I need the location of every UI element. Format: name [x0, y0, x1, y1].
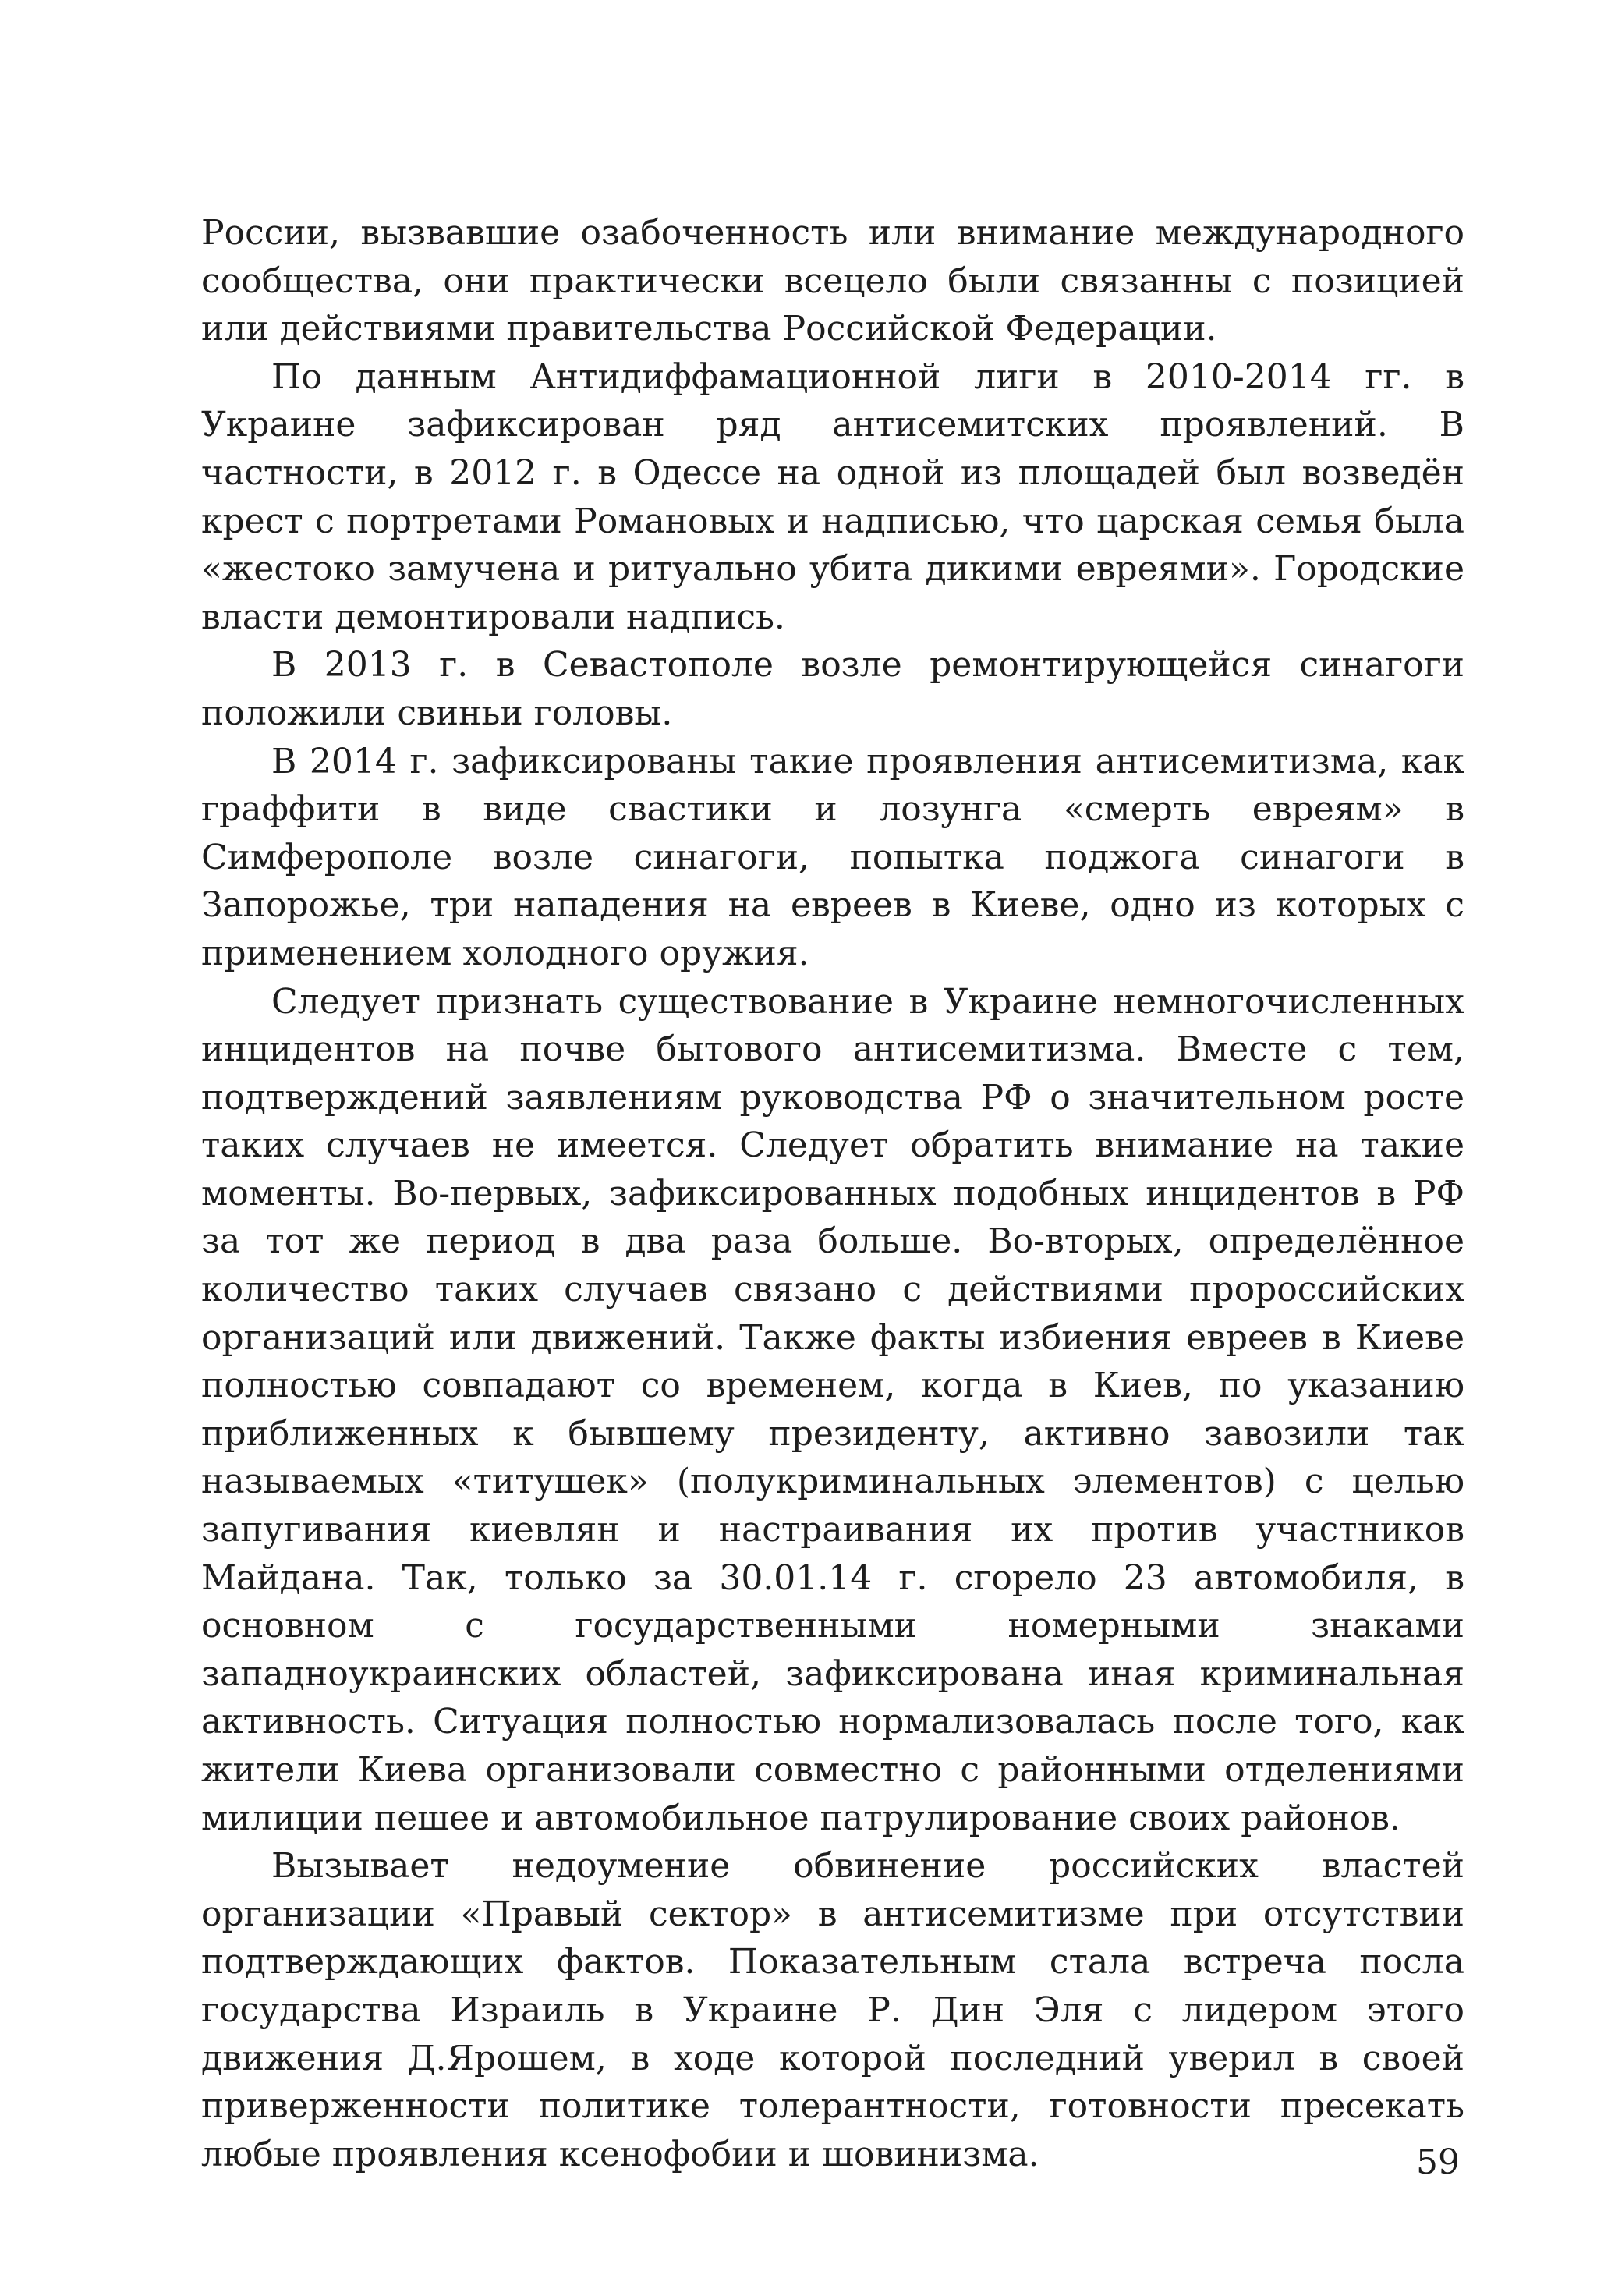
paragraph-2: По данным Антидиффамационной лиги в 2010-2014 гг. в Украине зафиксирован ряд антисемитских проявлений. В частности, в 2012 г. в Одессе на одной из площадей был возведён крест с портретами Романовых и надписью, что царская семья была «жестоко замучена и ритуально убита дикими евреями». Городские власти демонтировали надпись. — [201, 356, 1464, 637]
paragraph-6: Вызывает недоумение обвинение российских властей организации «Правый сектор» в антисемитизме при отсутствии подтверждающих фактов. Показательным стала встреча посла государства Израиль в Украине Р. Дин Эля с лидером этого движения Д.Ярошем, в ходе которой последний уверил в своей приверженности политике толерантности, готовности пресекать любые проявления ксенофобии и шовинизма. — [201, 1846, 1464, 2174]
paragraph-5: Следует признать существование в Украине немногочисленных инцидентов на почве бытового антисемитизма. Вместе с тем, подтверждений заявлениям руководства РФ о значительном росте таких случаев не имеется. Следует обратить внимание на такие моменты. Во-первых, зафиксированных подобных инцидентов в РФ за тот же период в два раза больше. Во-вторых, определённое количество таких случаев связано с действиями пророссийских организаций или движений. Также факты избиения евреев в Киеве полностью совпадают со временем, когда в Киев, по указанию приближенных к бывшему президенту, активно завозили так называемых «титушек» (полукриминальных элементов) с целью запугивания киевлян и настраивания их против участников Майдана. Так, только за 30.01.14 г. сгорело 23 автомобиля, в основном с государственными номерными знаками западноукраинских областей, зафиксирована иная криминальная активность. Ситуация полностью нормализовалась после того, как жители Киева организовали совместно с районными отделениями милиции пешее и автомобильное патрулирование своих районов. — [201, 981, 1464, 1838]
paragraph-4: В 2014 г. зафиксированы такие проявления антисемитизма, как граффити в виде свастики и лозунга «смерть евреям» в Симферополе возле синагоги, попытка поджога синагоги в Запорожье, три нападения на евреев в Киеве, одно из которых с применением холодного оружия. — [201, 741, 1464, 973]
body-text — [201, 209, 1464, 2178]
paragraph-3: В 2013 г. в Севастополе возле ремонтирующейся синагоги положили свиньи головы. — [201, 645, 1464, 733]
paragraph-1: России, вызвавшие озабоченность или внимание международного сообщества, они практически всецело были связанны с позицией или действиями правительства Российской Федерации. — [201, 213, 1464, 349]
page-number: 59 — [1416, 2142, 1460, 2182]
